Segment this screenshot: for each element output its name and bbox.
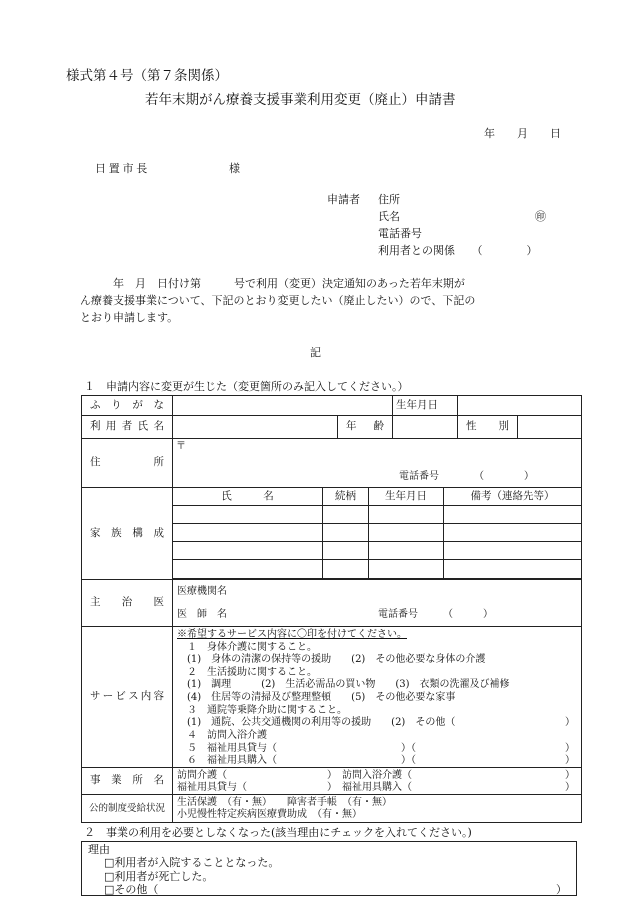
public-system-field[interactable] (173, 795, 582, 823)
family-table-cell (173, 488, 582, 580)
family-cell[interactable] (444, 560, 582, 579)
user-name-label: 利用者氏名 (82, 416, 173, 439)
office-line: 訪問介護（ ） 訪問入浴介護（ (177, 770, 412, 781)
doctor-field[interactable] (173, 580, 582, 627)
public-line: 小児慢性特定疾病医療費助成 （有・無） (177, 809, 362, 820)
postal-mark: 〒 (176, 441, 186, 452)
document-title: 若年末期がん療養支援事業利用変更（廃止）申請書 (145, 92, 456, 108)
office-line: 福祉用具貸与（ ） 福祉用具購入（ (177, 782, 412, 793)
service-line: (1) 身体の清潔の保持等の援助 (2) その他必要な身体の介護 (177, 654, 486, 665)
service-line: ３ 通院等乗降介助に関すること。 (177, 705, 347, 716)
doctor-label: 主治医 (82, 580, 173, 627)
service-line: ６ 福祉用具購入（ (177, 755, 277, 766)
family-cell[interactable] (173, 524, 323, 542)
medical-institution-label: 医療機関名 (177, 586, 227, 597)
family-cell[interactable] (323, 560, 369, 579)
service-line: ５ 福祉用具貸与（ (177, 743, 277, 754)
family-cell[interactable] (173, 542, 323, 560)
section2-heading: ２ 事業の利用を必要としなくなった(該当理由にチェックを入れてください。) (84, 826, 472, 839)
family-cell[interactable] (444, 524, 582, 542)
seal-mark: ㊞ (535, 210, 546, 223)
paren-pair: ）（ (401, 755, 416, 766)
doctor-name-label: 医 師 名 (177, 609, 227, 620)
service-content-field[interactable] (173, 627, 582, 768)
age-field[interactable] (393, 416, 458, 439)
service-line: ４ 訪問入浴介護 (177, 730, 267, 741)
paren-close: ） (565, 755, 575, 766)
service-line: １ 身体介護に関すること。 (177, 642, 317, 653)
reason-label: 理由 (88, 843, 110, 856)
public-line: 生活保護 （有・無） 障害者手帳 （有・無） (177, 797, 392, 808)
date-line: 年 月 日 (484, 127, 567, 140)
gender-label: 性 別 (458, 416, 518, 439)
office-field[interactable] (173, 768, 582, 795)
reason-option-other[interactable]: □その他（ (104, 883, 159, 896)
family-table (173, 488, 582, 580)
form-number: 様式第４号（第７条関係） (66, 68, 228, 84)
service-line: (1) 調理 (2) 生活必需品の買い物 (3) 衣類の洗濯及び補修 (177, 679, 510, 690)
body-text-line: ん療養支援事業について、下記のとおり変更したい（廃止したい）ので、下記の (80, 294, 476, 307)
ki-marker: 記 (310, 346, 321, 359)
address-field[interactable] (173, 439, 582, 488)
applicant-phone-label: 電話番号 (378, 227, 422, 240)
address-label: 住所 (82, 439, 173, 488)
section1-heading: １ 申請内容に変更が生じた（変更箇所のみ記入してください。） (84, 380, 409, 393)
user-name-field[interactable] (173, 416, 338, 439)
paren-pair: ）（ (401, 743, 416, 754)
family-cell[interactable] (369, 560, 444, 579)
change-details-table (81, 395, 582, 823)
furigana-label: ふりがな (82, 396, 173, 416)
gender-field[interactable] (518, 416, 582, 439)
family-cell[interactable] (173, 560, 323, 579)
family-cell[interactable] (323, 542, 369, 560)
family-header-notes: 備考（連絡先等） (444, 488, 582, 506)
honorific: 様 (229, 162, 240, 175)
birth-date-label: 生年月日 (393, 396, 458, 416)
age-label: 年 齢 (338, 416, 393, 439)
service-instruction: ※希望するサービス内容に〇印を付けてください。 (177, 629, 407, 640)
birth-date-field[interactable] (458, 396, 582, 416)
address-phone-label: 電話番号 （ ） (399, 471, 534, 482)
applicant-address-label: 住所 (378, 193, 400, 206)
family-cell[interactable] (369, 524, 444, 542)
reason-option-hospitalized[interactable]: □利用者が入院することとなった。 (104, 856, 280, 869)
body-text-line: とおり申請します。 (80, 311, 179, 324)
family-header-name: 氏 名 (173, 488, 323, 506)
family-cell[interactable] (323, 524, 369, 542)
reason-box (81, 841, 577, 896)
service-line: (4) 住居等の清掃及び整理整頓 (5) その他必要な家事 (177, 692, 456, 703)
service-line: (1) 通院、公共交通機関の利用等の援助 (2) その他（ (177, 717, 456, 728)
applicant-relation-label: 利用者との関係 （ ） (378, 244, 538, 257)
family-header-birth: 生年月日 (369, 488, 444, 506)
family-cell[interactable] (369, 506, 444, 524)
family-label: 家族構成 (82, 488, 173, 580)
furigana-field[interactable] (173, 396, 393, 416)
public-system-label: 公的制度受給状況 (82, 795, 173, 823)
family-cell[interactable] (369, 542, 444, 560)
applicant-name-label: 氏名 (378, 210, 400, 223)
family-cell[interactable] (323, 506, 369, 524)
paren-close: ） (565, 782, 575, 793)
doctor-phone-label: 電話番号 （ ） (378, 609, 493, 620)
addressee: 日置市長 (95, 162, 150, 175)
paren-close: ） (565, 770, 575, 781)
paren-close: ） (556, 883, 567, 896)
family-cell[interactable] (444, 506, 582, 524)
service-line: ２ 生活援助に関すること。 (177, 667, 317, 678)
family-cell[interactable] (444, 542, 582, 560)
office-label: 事業所名 (82, 768, 173, 795)
family-cell[interactable] (173, 506, 323, 524)
family-header-relation: 続柄 (323, 488, 369, 506)
paren-close: ） (565, 717, 575, 728)
reason-option-deceased[interactable]: □利用者が死亡した。 (104, 870, 214, 883)
paren-close: ） (565, 743, 575, 754)
body-text-line: 年 月 日付け第 号で利用（変更）決定通知のあった若年末期が (80, 277, 465, 290)
service-label: サービス内容 (82, 627, 173, 768)
applicant-label: 申請者 (327, 193, 360, 206)
